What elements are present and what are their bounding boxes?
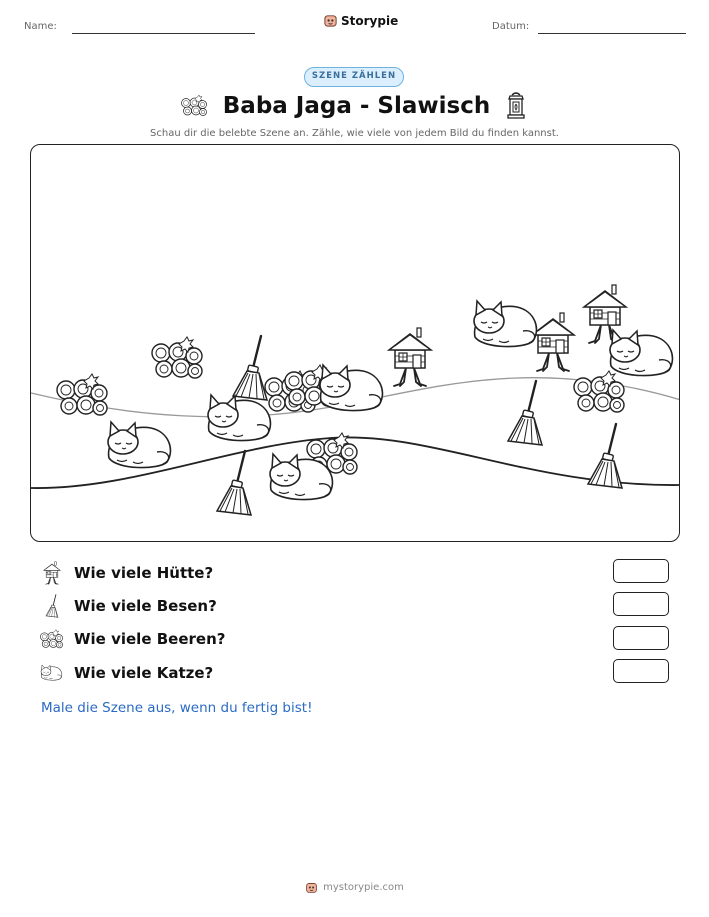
question-text: Wie viele Katze? [74,664,214,682]
hut-icon [40,561,64,585]
question-berries [40,627,225,651]
activity-tag: SZENE ZÄHLEN [304,67,404,87]
broom-icon [588,424,622,488]
cat-icon [320,365,382,411]
question-text: Wie viele Hütte? [74,564,214,582]
cat-icon [610,330,672,376]
question-text: Wie viele Besen? [74,597,217,615]
instruction-text: Schau dir die belebte Szene an. Zähle, wie viele von jedem Bild du finden kannst. [150,128,559,139]
answer-box-cats[interactable] [613,659,669,683]
date-label: Datum: [492,21,530,32]
lantern-icon [504,90,528,122]
berries-icon [181,93,209,119]
hut-icon [532,313,574,371]
name-field-line[interactable] [72,33,255,34]
brand-name: Storypie [341,13,399,28]
broom-icon [217,451,251,515]
cat-icon [40,661,64,685]
title-row [0,90,709,122]
hut-icon [584,285,626,343]
name-label: Name: [24,21,57,32]
berries-icon [57,374,107,415]
question-brooms [40,594,217,618]
hut-icon [389,328,431,386]
berries-icon [40,627,64,651]
answer-box-berries[interactable] [613,626,669,650]
question-cats [40,661,213,685]
storypie-logo [323,13,398,28]
berries-icon [574,371,624,412]
cat-icon [474,301,536,347]
broom-icon [40,594,64,618]
date-field-line[interactable] [538,33,686,34]
broom-icon [508,381,542,445]
storypie-logo-icon [305,881,318,894]
cat-icon [208,395,270,441]
question-text: Wie viele Beeren? [74,630,226,648]
berries-icon [152,337,202,378]
cat-icon [108,422,170,468]
page-title: Baba Jaga - Slawisch [222,93,491,119]
counting-scene [30,144,680,542]
footer-url[interactable]: mystorypie.com [323,882,404,893]
coloring-note: Male die Szene aus, wenn du fertig bist! [41,700,313,716]
footer [0,881,709,894]
question-huts [40,561,213,585]
storypie-logo-icon [323,13,338,28]
answer-box-huts[interactable] [613,559,669,583]
broom-icon [233,336,267,400]
answer-box-brooms[interactable] [613,592,669,616]
